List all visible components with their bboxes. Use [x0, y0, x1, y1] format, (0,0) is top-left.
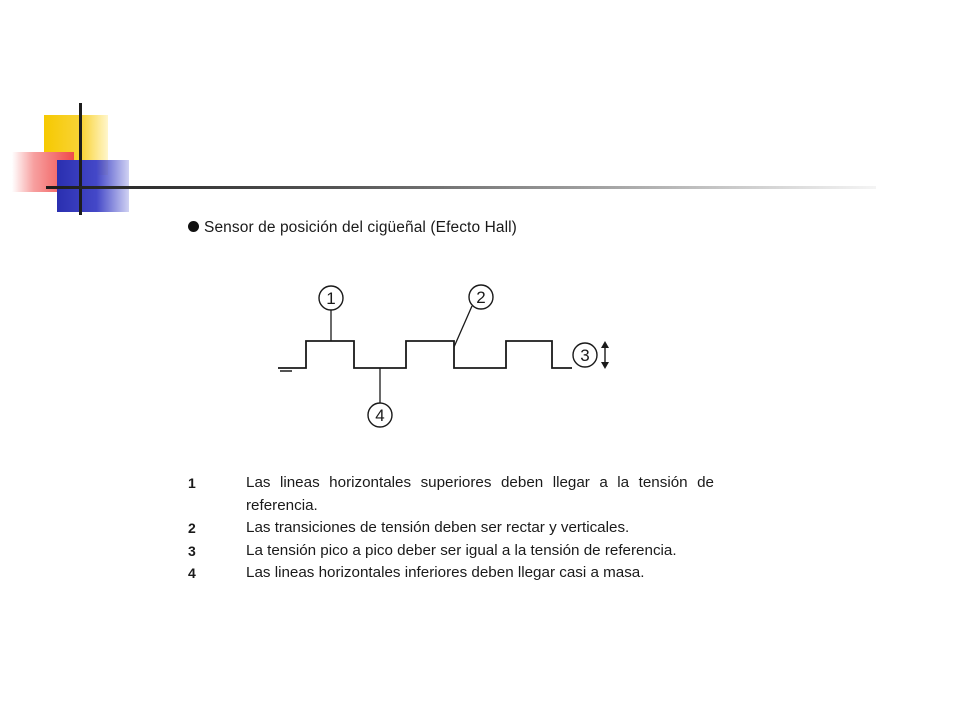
note-text: La tensión pico a pico deber ser igual a la tensión de referencia. [246, 541, 677, 559]
note-text: Las transiciones de tensión deben ser rectar y verticales. [246, 519, 630, 536]
note-item-3 [188, 540, 714, 563]
callout-3-label: 3 [580, 346, 590, 365]
note-number: 1 [188, 475, 196, 491]
square-wave [278, 341, 572, 368]
hall-sensor-waveform-diagram [270, 275, 620, 435]
heading-text: Sensor de posición del cigüeñal (Efecto Hall) [204, 219, 517, 236]
note-number: 3 [188, 542, 196, 559]
decorative-vertical-rule [79, 103, 82, 215]
callout-2-leader [454, 306, 472, 347]
callout-4-label: 4 [375, 406, 385, 425]
note-item-4 [188, 562, 714, 585]
section-heading [188, 219, 517, 237]
note-item-1 [188, 472, 714, 517]
bullet-icon [188, 221, 199, 232]
notes-list [188, 472, 714, 585]
amplitude-arrow-icon [601, 341, 609, 369]
decorative-horizontal-rule [46, 186, 876, 189]
note-text: Las lineas horizontales superiores deben llegar a la tensión de referencia. [246, 474, 714, 514]
waveform-svg [270, 275, 620, 435]
callout-2-label: 2 [476, 288, 486, 307]
callout-1-label: 1 [326, 289, 336, 308]
note-item-2 [188, 517, 714, 540]
note-number: 4 [188, 565, 196, 581]
note-text: Las lineas horizontales inferiores deben llegar casi a masa. [246, 564, 645, 581]
note-number: 2 [188, 520, 196, 536]
